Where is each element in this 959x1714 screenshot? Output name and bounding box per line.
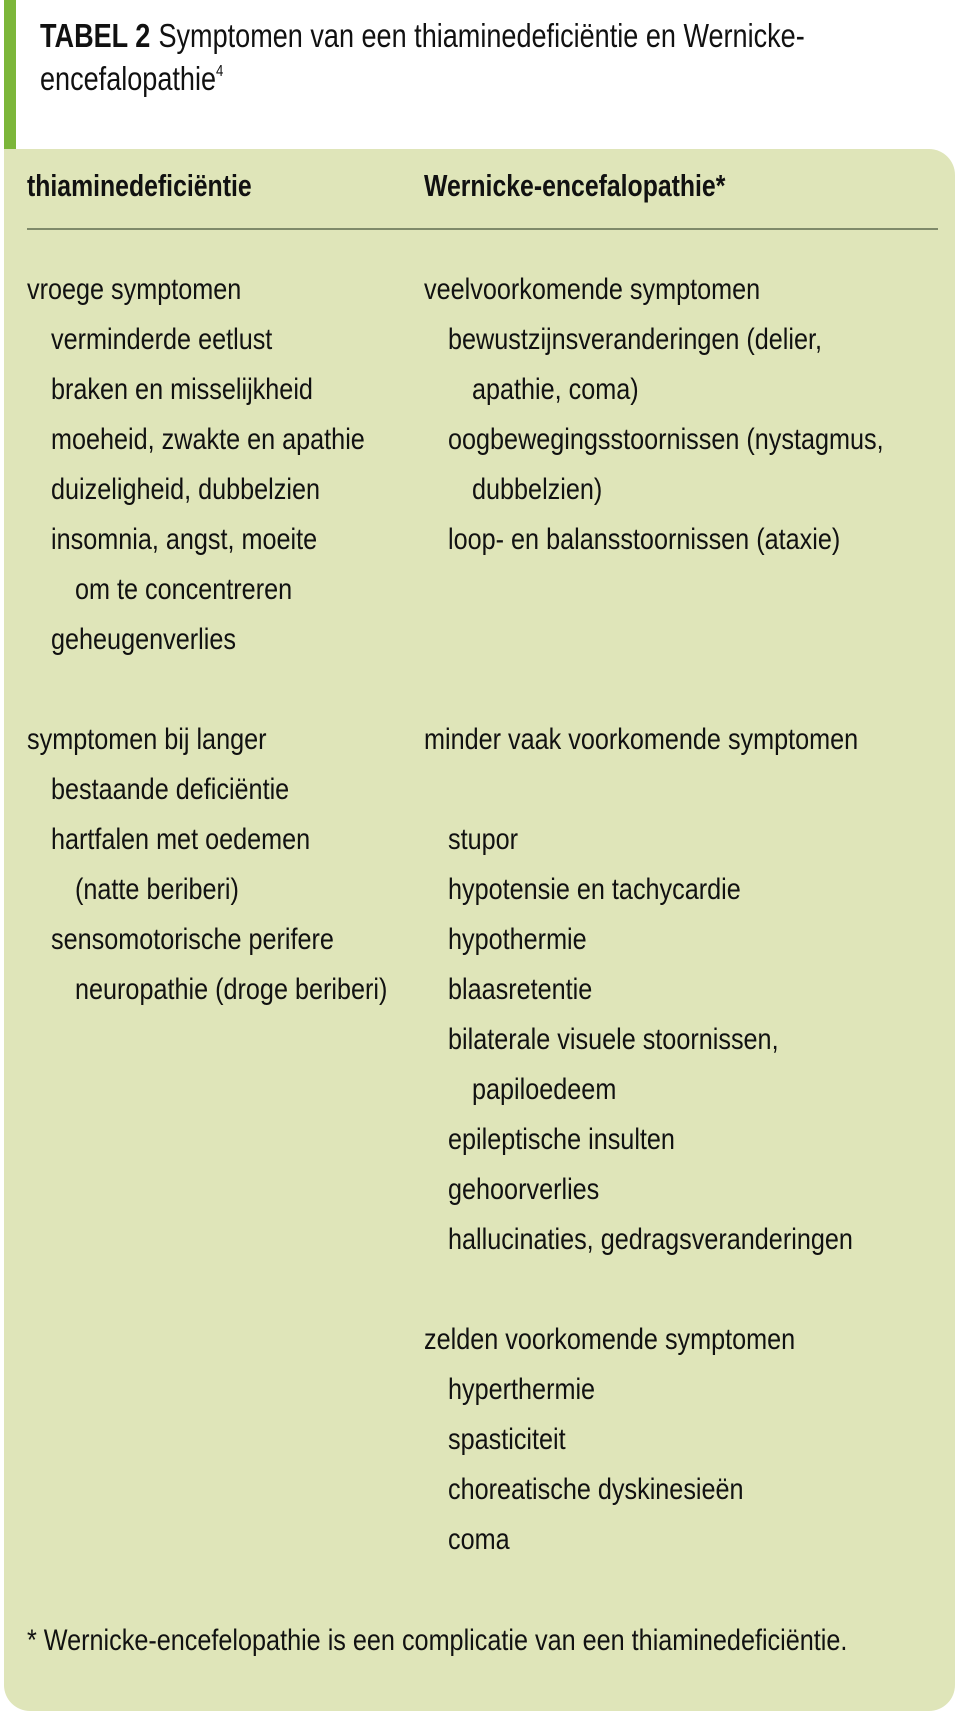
column-header-wernicke: Wernicke-encefalopathie* bbox=[424, 168, 726, 203]
symptom-item: sensomotorische perifere bbox=[51, 923, 334, 956]
symptom-item: insomnia, angst, moeite bbox=[51, 523, 318, 556]
symptom-group-heading: veelvoorkomende symptomen bbox=[424, 273, 761, 306]
symptom-item: apathie, coma) bbox=[472, 373, 639, 406]
symptom-item: bilaterale visuele stoornissen, bbox=[448, 1023, 779, 1056]
symptom-item: (natte beriberi) bbox=[75, 873, 239, 906]
symptom-item: hypothermie bbox=[448, 923, 587, 956]
symptom-item: neuropathie (droge beriberi) bbox=[75, 973, 388, 1006]
title-text-line-1: Symptomen van een thiaminedeficiëntie en Wernicke- bbox=[158, 17, 805, 54]
symptom-item: dubbelzien) bbox=[472, 473, 603, 506]
symptom-item: stupor bbox=[448, 823, 519, 856]
header-divider bbox=[27, 228, 938, 230]
symptom-item: gehoorverlies bbox=[448, 1173, 600, 1206]
symptom-item: hartfalen met oedemen bbox=[51, 823, 311, 856]
symptom-item: papiloedeem bbox=[472, 1073, 617, 1106]
symptom-item: epileptische insulten bbox=[448, 1123, 675, 1156]
symptom-group-heading: vroege symptomen bbox=[27, 273, 242, 306]
symptom-item: hallucinaties, gedragsveranderingen bbox=[448, 1223, 853, 1256]
symptom-item: geheugenverlies bbox=[51, 623, 236, 656]
symptom-item: verminderde eetlust bbox=[51, 323, 273, 356]
title-line-1 bbox=[40, 14, 909, 57]
reference-superscript: 4 bbox=[216, 63, 224, 80]
symptom-item: loop- en balansstoornissen (ataxie) bbox=[448, 523, 841, 556]
symptom-group-heading: zelden voorkomende symptomen bbox=[424, 1323, 796, 1356]
symptom-item: moeheid, zwakte en apathie bbox=[51, 423, 365, 456]
symptom-item: spasticiteit bbox=[448, 1423, 566, 1456]
symptom-item: choreatische dyskinesieën bbox=[448, 1473, 744, 1506]
symptom-item: hypotensie en tachycardie bbox=[448, 873, 741, 906]
title-line-2 bbox=[40, 57, 909, 100]
symptom-item: bewustzijnsveranderingen (delier, bbox=[448, 323, 823, 356]
table-title bbox=[40, 14, 909, 100]
title-text-line-2: encefalopathie bbox=[40, 60, 217, 97]
footnote: * Wernicke-encefelopathie is een complicatie van een thiaminedeficiëntie. bbox=[27, 1624, 848, 1657]
symptom-group-heading: symptomen bij langer bbox=[27, 723, 267, 756]
symptom-item: bestaande deficiëntie bbox=[51, 773, 290, 806]
symptom-item: coma bbox=[448, 1523, 510, 1556]
column-header-thiaminedeficientie: thiaminedeficiëntie bbox=[27, 168, 252, 203]
symptom-item: duizeligheid, dubbelzien bbox=[51, 473, 321, 506]
symptom-item: hyperthermie bbox=[448, 1373, 596, 1406]
table-label: TABEL 2 bbox=[40, 17, 151, 54]
symptom-item: blaasretentie bbox=[448, 973, 593, 1006]
accent-bar bbox=[4, 0, 16, 150]
symptom-item: braken en misselijkheid bbox=[51, 373, 313, 406]
symptom-item: oogbewegingsstoornissen (nystagmus, bbox=[448, 423, 884, 456]
symptom-group-heading: minder vaak voorkomende symptomen bbox=[424, 723, 859, 756]
symptom-item: om te concentreren bbox=[75, 573, 293, 606]
